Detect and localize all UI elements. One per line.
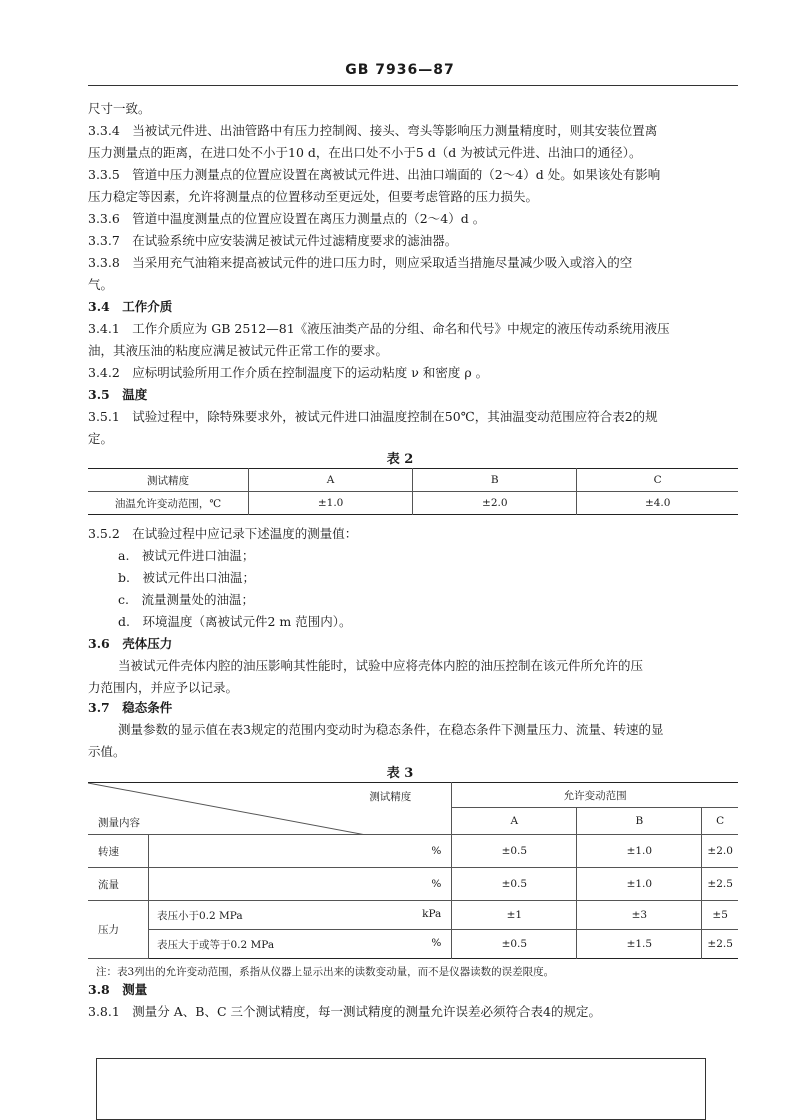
paragraph-line: 示值。	[88, 744, 126, 759]
table-row	[88, 930, 738, 959]
section-heading-3-4: 3.4 工作介质	[88, 299, 173, 314]
table-cell: %	[149, 835, 452, 868]
table-cell: ±4.0	[577, 492, 738, 515]
paragraph-line: 油，其液压油的粘度应满足被试元件正常工作的要求。	[88, 343, 389, 358]
table-2	[88, 468, 738, 515]
clause-3-3-6: 3.3.6 管道中温度测量点的位置应设置在离压力测量点的（2～4）d 。	[88, 211, 486, 226]
table-header-cell: 测试精度	[88, 469, 249, 492]
pressure-sub-unit: kPa	[422, 907, 442, 920]
table-header-cell: C	[702, 808, 738, 835]
section-heading-3-5: 3.5 温度	[88, 387, 148, 402]
clause-3-4-2: 3.4.2 应标明试验所用工作介质在控制温度下的运动粘度 ν 和密度 ρ 。	[88, 365, 489, 380]
table-row	[88, 783, 738, 808]
table-cell: ±3	[577, 901, 702, 930]
clause-3-8-1: 3.8.1 测量分 A、B、C 三个测试精度，每一测试精度的测量允许误差必须符合表4的规定。	[88, 1004, 601, 1019]
table-cell: ±1.0	[577, 868, 702, 901]
table-row	[88, 469, 738, 492]
diagonal-header-cell	[88, 783, 452, 835]
table-row	[88, 835, 738, 868]
table-cell: ±2.5	[702, 868, 738, 901]
table-cell: ±2.5	[702, 930, 738, 959]
list-item: b. 被试元件出口油温；	[118, 570, 255, 585]
clause-3-3-5: 3.3.5 管道中压力测量点的位置应设置在离被试元件进、出油口端面的（2～4）d 处。如果该处有影响	[88, 167, 661, 182]
table-cell: ±1.0	[249, 492, 413, 515]
table-cell: ±2.0	[702, 835, 738, 868]
table-cell: 压力	[88, 901, 149, 959]
paragraph-line: 定。	[88, 431, 114, 446]
table-cell: ±0.5	[452, 868, 577, 901]
page-header: GB 7936—87	[345, 62, 455, 78]
table-header-cell: C	[577, 469, 738, 492]
list-item: d. 环境温度（离被试元件2 m 范围内）。	[118, 614, 352, 629]
clause-3-3-8: 3.3.8 当采用充气油箱来提高被试元件的进口压力时，则应采取适当措施尽量减少吸入或溶入的空	[88, 255, 633, 270]
clause-3-5-2: 3.5.2 在试验过程中应记录下述温度的测量值：	[88, 526, 358, 541]
table3-note: 注：表3列出的允许变动范围，系指从仪器上显示出来的读数变动量，而不是仪器读数的误差限度。	[96, 966, 555, 978]
table-cell: 转速	[88, 835, 149, 868]
table-row	[88, 901, 738, 930]
paragraph-line: 气。	[88, 277, 114, 292]
section-heading-3-8: 3.8 测量	[88, 982, 148, 997]
clause-3-5-1: 3.5.1 试验过程中，除特殊要求外，被试元件进口油温度控制在50℃，其油温变动范围应符合表2的规	[88, 409, 658, 424]
table2-caption: 表 2	[386, 452, 414, 467]
pressure-sub-label: 表压小于0.2 MPa	[157, 909, 243, 922]
table-cell: ±0.5	[452, 930, 577, 959]
table-cell: ±2.0	[413, 492, 577, 515]
pressure-sub-label: 表压大于或等于0.2 MPa	[157, 938, 275, 951]
section-heading-3-7: 3.7 稳态条件	[88, 700, 173, 715]
paragraph-line: 尺寸一致。	[88, 101, 151, 116]
table-cell: %	[149, 868, 452, 901]
diagonal-bottom-label: 测量内容	[98, 817, 140, 829]
table-cell: ±5	[702, 901, 738, 930]
next-table-frame	[96, 1058, 706, 1120]
table-cell: 流量	[88, 868, 149, 901]
clause-3-4-1: 3.4.1 工作介质应为 GB 2512—81《液压油类产品的分组、命名和代号》中规定的液压传动系统用液压	[88, 321, 670, 336]
table-header-cell: B	[577, 808, 702, 835]
table-cell: ±1	[452, 901, 577, 930]
table-cell: ±1.0	[577, 835, 702, 868]
diagonal-top-label: 测试精度	[369, 791, 412, 803]
table-header-cell: A	[452, 808, 577, 835]
table-3	[88, 782, 738, 959]
paragraph-line: 测量参数的显示值在表3规定的范围内变动时为稳态条件，在稳态条件下测量压力、流量、转速的显	[118, 722, 664, 737]
paragraph-line: 当被试元件壳体内腔的油压影响其性能时，试验中应将壳体内腔的油压控制在该元件所允许的压	[118, 658, 644, 673]
table-header-cell: 允许变动范围	[452, 783, 738, 808]
table-cell: 油温允许变动范围，℃	[88, 492, 249, 515]
table-row	[88, 868, 738, 901]
table3-caption: 表 3	[386, 766, 414, 781]
paragraph-line: 压力稳定等因素，允许将测量点的位置移动至更远处，但要考虑管路的压力损失。	[88, 189, 539, 204]
list-item: c. 流量测量处的油温；	[118, 592, 254, 607]
header-rule	[88, 85, 738, 86]
list-item: a. 被试元件进口油温；	[118, 548, 255, 563]
table-header-cell: A	[249, 469, 413, 492]
clause-3-3-7: 3.3.7 在试验系统中应安装满足被试元件过滤精度要求的滤油器。	[88, 233, 458, 248]
table-cell: ±1.5	[577, 930, 702, 959]
paragraph-line: 压力测量点的距离，在进口处不小于10 d，在出口处不小于5 d（d 为被试元件进、出油口的通径）。	[88, 145, 642, 160]
table-cell	[149, 901, 452, 930]
paragraph-line: 力范围内，并应予以记录。	[88, 680, 239, 695]
clause-3-3-4: 3.3.4 当被试元件进、出油管路中有压力控制阀、接头、弯头等影响压力测量精度时，则其安装位置离	[88, 123, 658, 138]
pressure-sub-unit: %	[431, 936, 442, 949]
table-row	[88, 492, 738, 515]
table-cell: ±0.5	[452, 835, 577, 868]
section-heading-3-6: 3.6 壳体压力	[88, 636, 173, 651]
table-header-cell: B	[413, 469, 577, 492]
table-cell	[149, 930, 452, 959]
